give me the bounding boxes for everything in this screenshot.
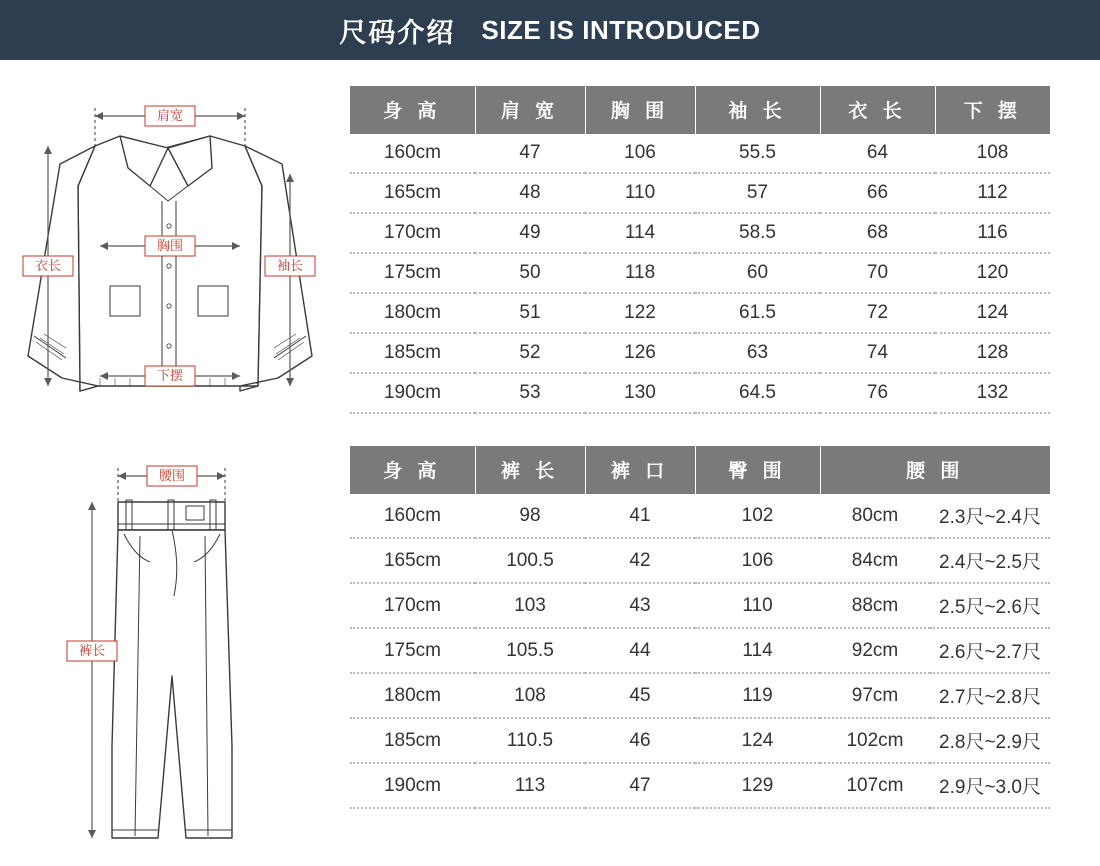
cell: 84cm [820,538,930,583]
cell: 116 [935,213,1050,253]
cell: 42 [585,538,695,583]
cell: 41 [585,494,695,538]
cell: 72 [820,293,935,333]
table-row [350,213,1050,253]
cell: 43 [585,583,695,628]
jacket-diagram [0,86,340,446]
hem-label: 下摆 [156,368,184,383]
cell: 103 [475,583,585,628]
page-title-cn: 尺码介绍 [339,17,456,48]
cell: 50 [475,253,585,293]
pants-col-header: 裤 口 [585,446,695,494]
cell: 2.3尺~2.4尺 [930,494,1050,538]
cell: 63 [695,333,820,373]
cell: 110 [695,583,820,628]
cell: 64.5 [695,373,820,413]
pants-col-header: 身 高 [350,446,475,494]
pants-figure [0,446,340,866]
cell: 61.5 [695,293,820,333]
page-title-en: SIZE IS INTRODUCED [481,14,761,45]
jacket-col-header: 胸 围 [585,86,695,134]
cell: 46 [585,718,695,763]
cell: 128 [935,333,1050,373]
cell: 170cm [350,213,475,253]
jacket-col-header: 袖 长 [695,86,820,134]
cell: 124 [695,718,820,763]
jacket-col-header: 身 高 [350,86,475,134]
cell: 165cm [350,538,475,583]
cell: 112 [935,173,1050,213]
cell: 88cm [820,583,930,628]
cell: 106 [695,538,820,583]
table-row [350,673,1050,718]
cell: 108 [935,134,1050,173]
pants-col-header: 臀 围 [695,446,820,494]
pants-table-header-row [350,446,1050,494]
table-row [350,494,1050,538]
cell: 105.5 [475,628,585,673]
cell: 100.5 [475,538,585,583]
cell: 53 [475,373,585,413]
cell: 47 [475,134,585,173]
jacket-col-header: 衣 长 [820,86,935,134]
cell: 2.6尺~2.7尺 [930,628,1050,673]
cell: 44 [585,628,695,673]
cell: 119 [695,673,820,718]
table-row [350,628,1050,673]
cell: 2.9尺~3.0尺 [930,763,1050,808]
cell: 190cm [350,373,475,413]
table-row [350,538,1050,583]
cell: 98 [475,494,585,538]
cell: 118 [585,253,695,293]
cell: 58.5 [695,213,820,253]
pants-col-header: 腰 围 [820,446,1050,494]
cell: 108 [475,673,585,718]
table-row [350,373,1050,413]
cell: 48 [475,173,585,213]
pants-size-table [350,446,1050,809]
cell: 45 [585,673,695,718]
cell: 64 [820,134,935,173]
cell: 110 [585,173,695,213]
table-row [350,134,1050,173]
cell: 114 [695,628,820,673]
cell: 110.5 [475,718,585,763]
pants-col-header: 裤 长 [475,446,585,494]
cell: 55.5 [695,134,820,173]
pants-length-dimension [88,502,96,838]
cell: 160cm [350,134,475,173]
cell: 49 [475,213,585,253]
table-row [350,293,1050,333]
cell: 66 [820,173,935,213]
cell: 107cm [820,763,930,808]
cell: 97cm [820,673,930,718]
cell: 2.8尺~2.9尺 [930,718,1050,763]
cell: 120 [935,253,1050,293]
jacket-table-header-row [350,86,1050,134]
cell: 170cm [350,583,475,628]
table-row [350,333,1050,373]
table-row [350,173,1050,213]
cell: 126 [585,333,695,373]
cell: 74 [820,333,935,373]
jacket-col-header: 肩 宽 [475,86,585,134]
table-row [350,718,1050,763]
pants-length-label: 裤长 [78,643,106,658]
cell: 52 [475,333,585,373]
shoulder-label: 肩宽 [156,108,184,123]
jacket-col-header: 下 摆 [935,86,1050,134]
cell: 114 [585,213,695,253]
cell: 68 [820,213,935,253]
cell: 102cm [820,718,930,763]
cell: 132 [935,373,1050,413]
cell: 47 [585,763,695,808]
cell: 165cm [350,173,475,213]
cell: 102 [695,494,820,538]
cell: 185cm [350,333,475,373]
cell: 160cm [350,494,475,538]
cell: 124 [935,293,1050,333]
cell: 129 [695,763,820,808]
waist-label: 腰围 [158,468,186,483]
cell: 76 [820,373,935,413]
cell: 80cm [820,494,930,538]
jacket-figure [0,86,340,446]
chest-label: 胸围 [156,238,184,253]
cell: 70 [820,253,935,293]
cell: 180cm [350,293,475,333]
pants-section [0,446,1100,866]
length-label: 衣长 [34,258,62,273]
cell: 2.4尺~2.5尺 [930,538,1050,583]
pants-diagram [0,446,340,866]
cell: 57 [695,173,820,213]
cell: 122 [585,293,695,333]
cell: 180cm [350,673,475,718]
cell: 175cm [350,628,475,673]
page-header [0,0,1100,60]
jacket-size-table [350,86,1050,414]
cell: 60 [695,253,820,293]
cell: 2.5尺~2.6尺 [930,583,1050,628]
sleeve-label: 袖长 [276,258,304,273]
cell: 185cm [350,718,475,763]
table-row [350,583,1050,628]
cell: 130 [585,373,695,413]
cell: 2.7尺~2.8尺 [930,673,1050,718]
cell: 190cm [350,763,475,808]
cell: 175cm [350,253,475,293]
pants-shape [112,500,232,838]
cell: 106 [585,134,695,173]
cell: 51 [475,293,585,333]
cell: 92cm [820,628,930,673]
cell: 113 [475,763,585,808]
pants-table-wrap [340,446,1070,809]
table-row [350,763,1050,808]
jacket-table-wrap [340,86,1070,414]
jacket-section [0,60,1100,446]
table-row [350,253,1050,293]
